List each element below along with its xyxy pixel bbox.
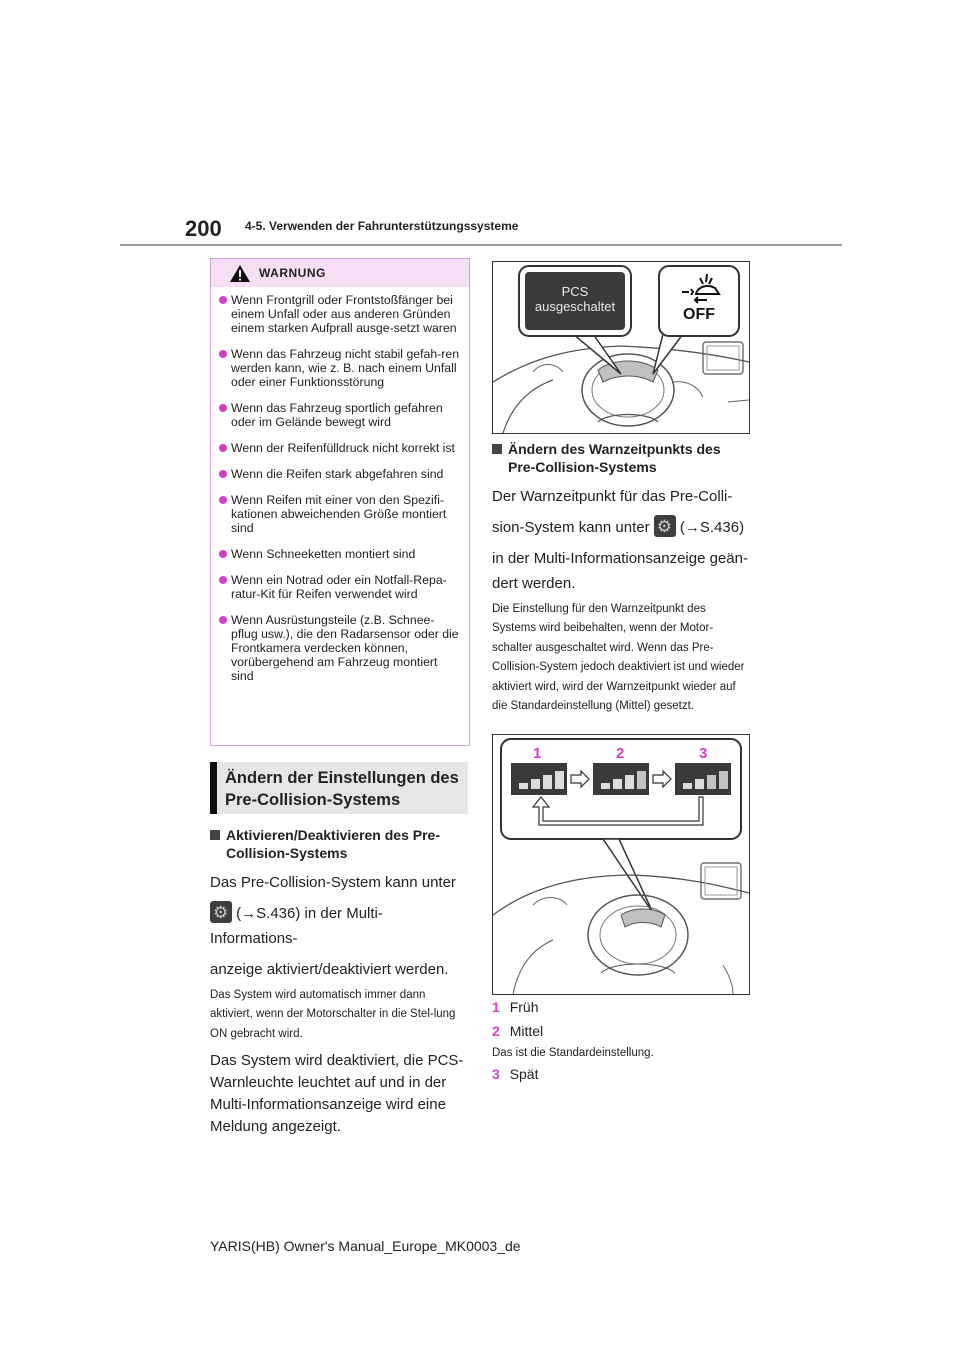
timing-illustration	[493, 735, 749, 994]
warning-item-text: Wenn Reifen mit einer von den Spezifi-kationen abweichenden Größe montiert sind	[231, 493, 447, 535]
note-text: Das ist die Standardeinstellung.	[492, 1047, 654, 1059]
pcs-display-line: ausgeschaltet	[534, 299, 616, 314]
off-label: OFF	[683, 306, 715, 323]
timing-label: 1	[533, 745, 542, 762]
list-item	[492, 998, 750, 1016]
warning-box	[210, 258, 470, 746]
paragraph-line: dert werden.	[492, 575, 576, 592]
item-number: 3	[492, 1066, 500, 1083]
subheading-text: Aktivieren/Deaktivieren des Pre-Collision-Systems	[226, 827, 440, 861]
warning-item-text: Wenn ein Notrad oder ein Notfall-Repa-ratur-Kit für Reifen verwendet wird	[231, 573, 447, 601]
pcs-display	[525, 284, 625, 314]
item-label: Mittel	[509, 1023, 544, 1039]
warning-list	[219, 293, 461, 695]
warning-title: WARNUNG	[259, 266, 326, 280]
bullet-icon	[219, 296, 227, 304]
header-divider	[120, 244, 842, 246]
item-label: Früh	[509, 999, 539, 1015]
paragraph-line: in der Multi-Informationsanzeige geän-	[492, 550, 748, 567]
paragraph-line: Der Warnzeitpunkt für das Pre-Colli-	[492, 488, 733, 505]
timing-list	[492, 998, 750, 1083]
item-number: 2	[492, 1023, 500, 1039]
footer-text: YARIS(HB) Owner's Manual_Europe_MK0003_de	[210, 1238, 521, 1254]
pcs-display-line: PCS	[561, 284, 589, 299]
subheading-activate	[210, 826, 468, 862]
warning-item	[219, 347, 461, 389]
warning-item-text: Wenn das Fahrzeug sportlich gefahren oder im Gelände bewegt wird	[231, 401, 443, 429]
figure-warning-timing	[492, 734, 750, 995]
square-bullet-icon	[492, 444, 502, 454]
paragraph-line: Das Pre-Collision-System kann unter	[210, 874, 456, 891]
warning-triangle-icon	[229, 264, 251, 283]
page-number: 200	[185, 216, 222, 241]
square-bullet-icon	[210, 830, 220, 840]
subheading-warning-timing	[492, 440, 750, 476]
settings-icon	[210, 901, 232, 923]
warning-item	[219, 293, 461, 335]
note-text: Die Einstellung für den Warnzeitpunkt des Systems wird beibehalten, wenn der Motor-schalter ausgeschaltet wird. Wenn das Pre-Collision-System jedoch deaktiviert ist und wieder aktiviert wird, wird der Warnzeitpunkt wieder auf die Standardeinstellung (Mittel) gesetzt.	[492, 603, 745, 713]
list-item	[492, 1065, 750, 1083]
warning-item	[219, 573, 461, 601]
paragraph-line	[492, 515, 750, 540]
paragraph	[210, 870, 468, 982]
bullet-icon	[219, 404, 227, 412]
section-heading-box	[210, 762, 468, 814]
bullet-icon	[219, 550, 227, 558]
paragraph-line	[210, 901, 468, 951]
bullet-icon	[219, 350, 227, 358]
warning-item	[219, 467, 461, 481]
warning-item-text: Wenn der Reifenfülldruck nicht korrekt ist	[231, 441, 455, 455]
chapter-title: 4-5. Verwenden der Fahrunterstützungssysteme	[245, 219, 519, 233]
warning-item	[219, 613, 461, 683]
warning-item	[219, 493, 461, 535]
left-column	[210, 826, 468, 1138]
warning-item-text: Wenn Frontgrill oder Frontstoßfänger bei einem Unfall oder aus anderen Gründen einem starken Aufprall ausge-setzt waren	[231, 293, 457, 335]
paragraph-line: anzeige aktiviert/deaktiviert werden.	[210, 961, 449, 978]
figure-pcs-off	[492, 261, 750, 434]
paragraph: Das System wird deaktiviert, die PCS-Warnleuchte leuchtet auf und in der Multi-Informationsanzeige wird eine Meldung angezeigt.	[210, 1052, 464, 1136]
bullet-icon	[219, 470, 227, 478]
warning-item-text: Wenn Schneeketten montiert sind	[231, 547, 416, 561]
page-reference: (→S.436) in der Multi-Informations-	[210, 905, 383, 947]
timing-label: 3	[699, 745, 708, 762]
warning-item	[219, 401, 461, 429]
item-label: Spät	[509, 1066, 539, 1083]
paragraph-text: sion-System kann unter	[492, 519, 650, 536]
warning-item-text: Wenn Ausrüstungsteile (z.B. Schnee-pflug usw.), die den Radarsensor oder die Frontkamera verdecken können, vorübergehend am Fahrzeug montiert sind	[231, 613, 459, 683]
page-reference: (→S.436)	[679, 519, 745, 536]
section-title: Ändern der Einstellungen des Pre-Collision-Systems	[225, 769, 459, 809]
warning-item	[219, 547, 461, 561]
warning-header	[211, 259, 469, 287]
timing-label: 2	[616, 745, 625, 762]
note-text: Das System wird automatisch immer dann aktiviert, wenn der Motorschalter in die Stel-lung ON gebracht wird.	[210, 989, 456, 1040]
bullet-icon	[219, 576, 227, 584]
bullet-icon	[219, 616, 227, 624]
list-item	[492, 1022, 750, 1040]
warning-item	[219, 441, 461, 455]
subheading-text: Ändern des Warnzeitpunkts des Pre-Collision-Systems	[508, 441, 721, 475]
warning-item-text: Wenn die Reifen stark abgefahren sind	[231, 467, 444, 481]
item-number: 1	[492, 999, 500, 1015]
bullet-icon	[219, 496, 227, 504]
bullet-icon	[219, 444, 227, 452]
settings-icon	[654, 515, 676, 537]
paragraph	[492, 484, 750, 596]
right-column	[492, 440, 750, 716]
warning-item-text: Wenn das Fahrzeug nicht stabil gefah-ren werden kann, wie z. B. nach einem Unfall oder einer Funktionsstörung	[231, 347, 460, 389]
